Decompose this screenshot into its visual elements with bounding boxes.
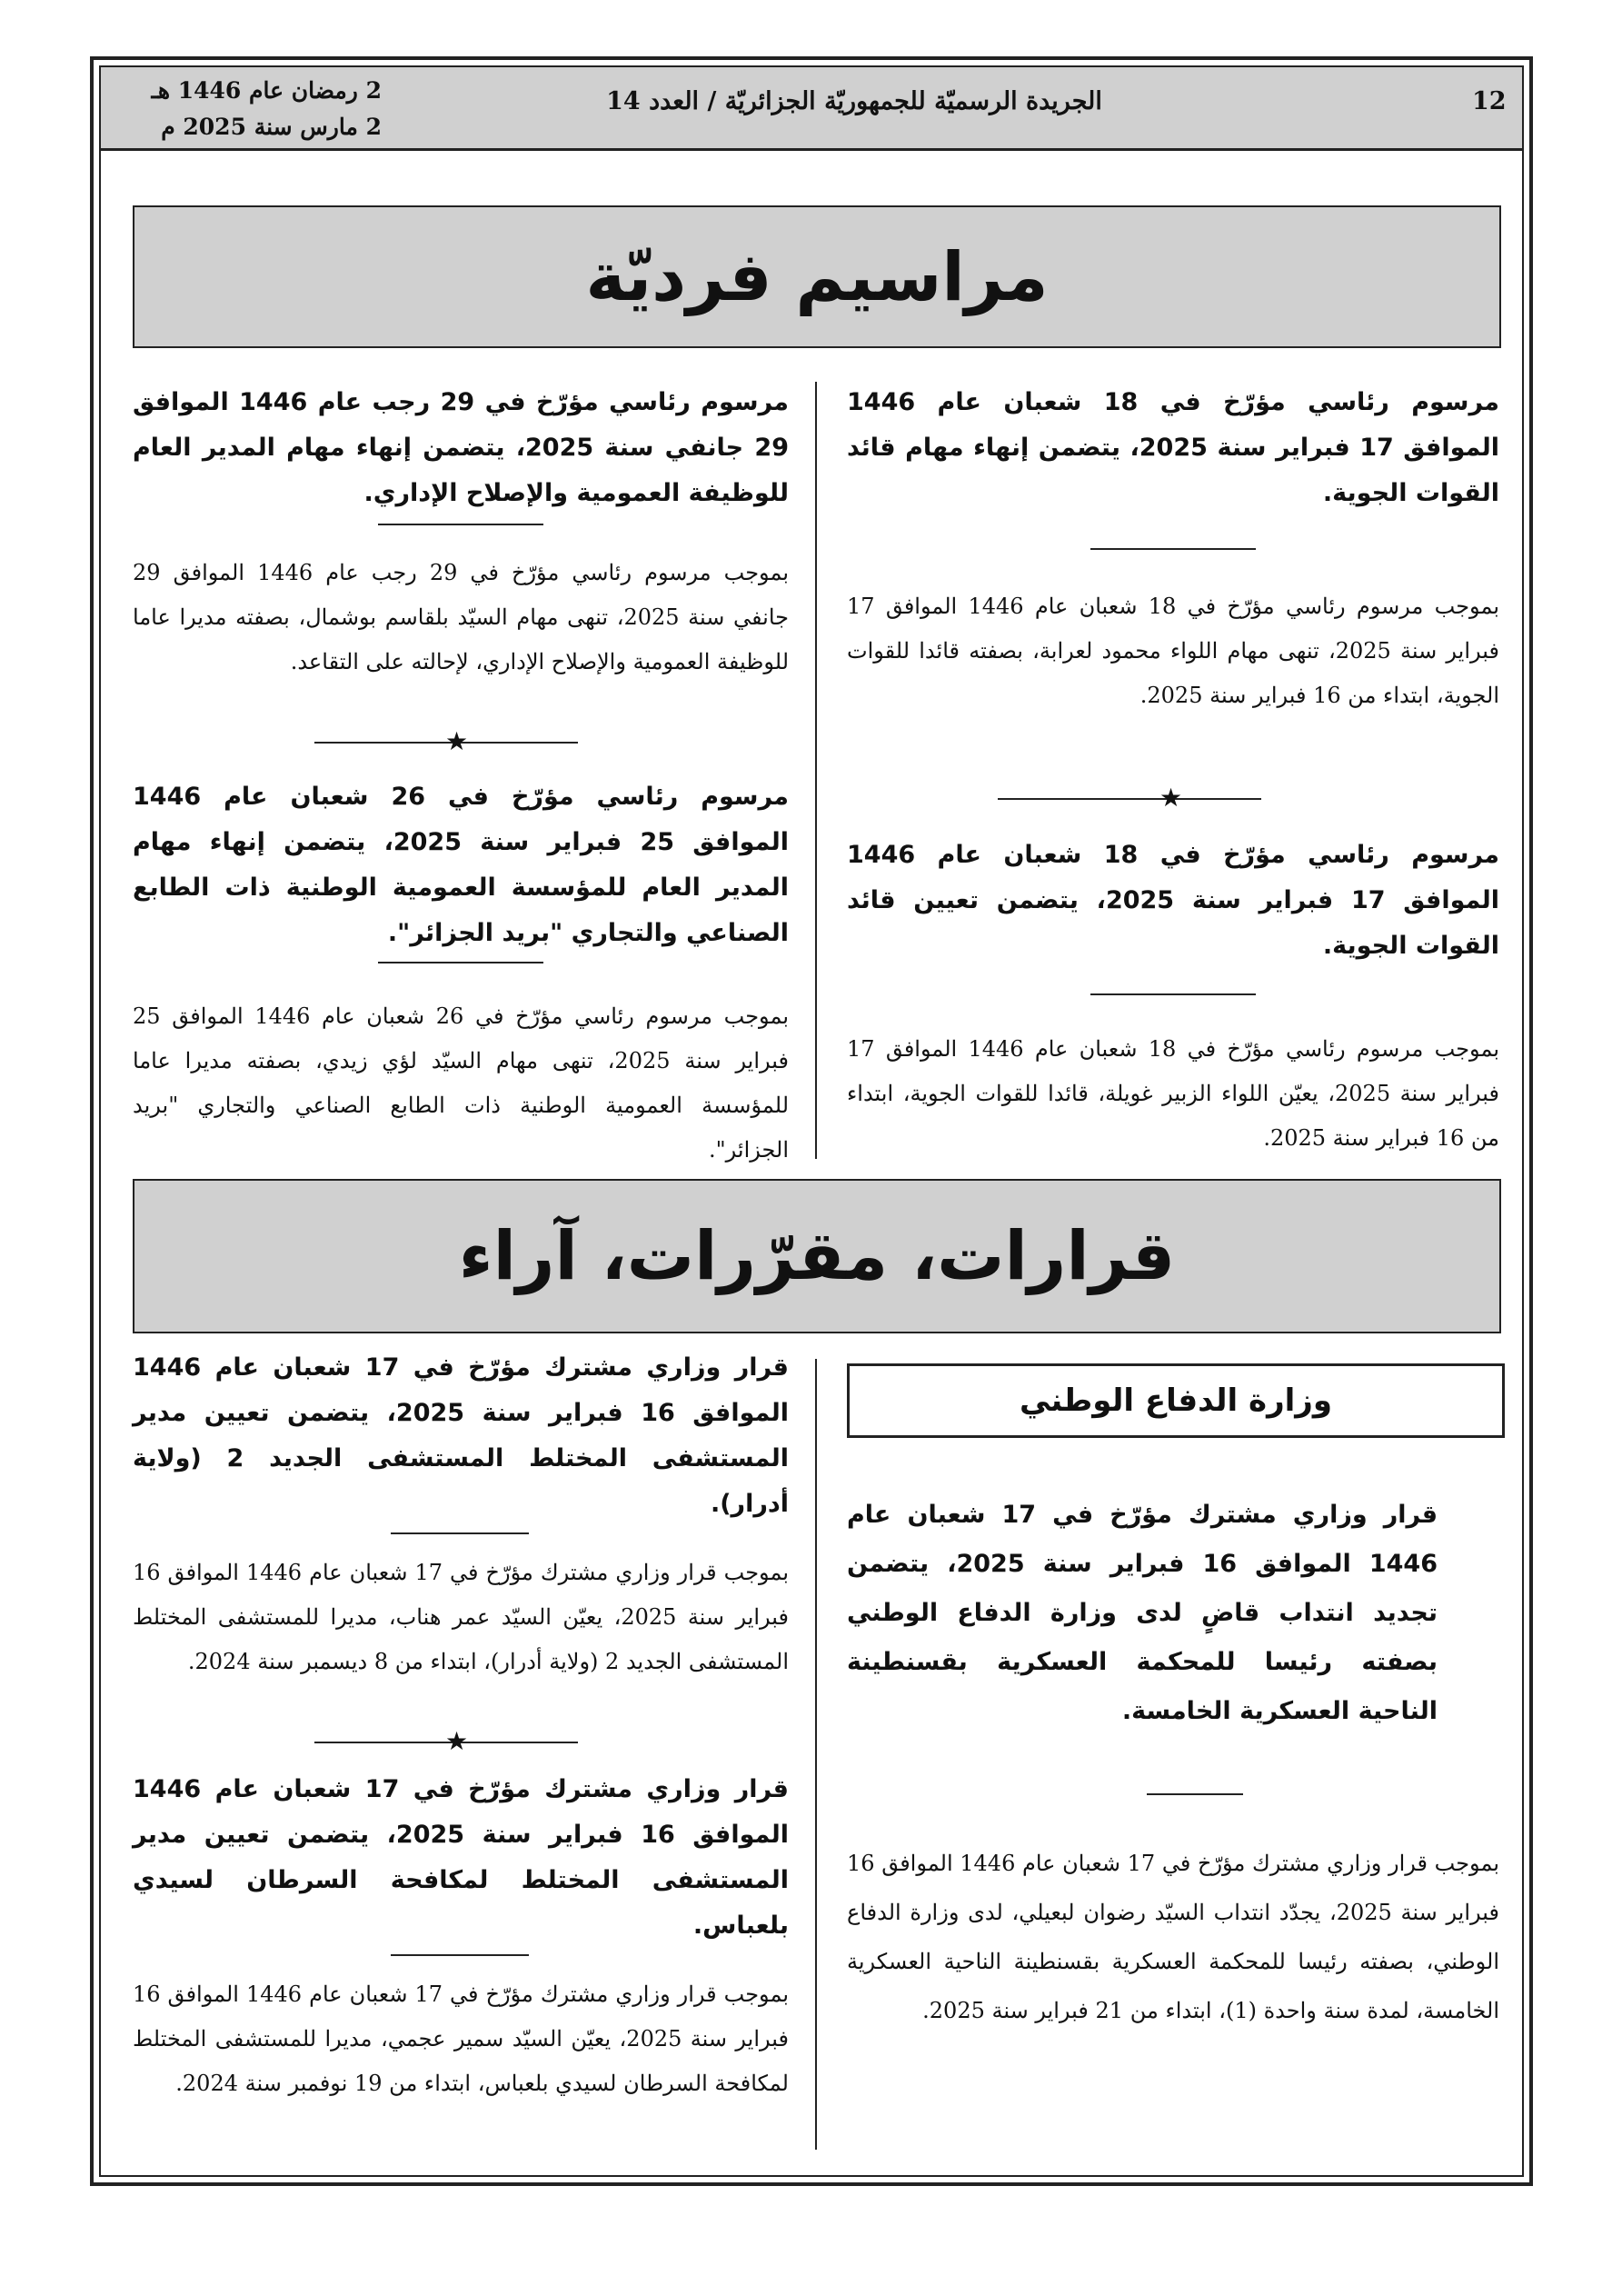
decision-body: بموجب قرار وزاري مشترك مؤرّخ في 17 شعبان عام 1446 الموافق 16 فبراير سنة 2025، يعيّن السيّد سمير عجمي، مديرا للمستشفى المختلط لمكافحة السرطان لسيدي بلعباس، ابتداء من 19 نوفمبر سنة 2024.: [133, 1982, 790, 2096]
issue-date: [127, 73, 382, 145]
decree-body: بموجب مرسوم رئاسي مؤرّخ في 26 شعبان عام 1446 الموافق 25 فبراير سنة 2025، تنهى مهام السيّد لؤي زيدي، بصفته مديرا عاما للمؤسسة العمومية الوطنية ذات الطابع الصناعي والتجاري "بريد الجزائر".: [133, 1003, 789, 1163]
decision-body: بموجب قرار وزاري مشترك مؤرّخ في 17 شعبان عام 1446 الموافق 16 فبراير سنة 2025، يجدّد انتداب السيّد رضوان لبعيلي، لدى وزارة الدفاع الوطني، بصفته رئيسا للمحكمة العسكرية بقسنطينة الناحية العسكرية الخامسة، لمدة سنة واحدة (1)، ابتداء من 21 فبراير سنة 2025.: [847, 1851, 1499, 2023]
column-divider: [815, 1359, 817, 2150]
decision-title: قرار وزاري مشترك مؤرّخ في 17 شعبان عام 1446 الموافق 16 فبراير سنة 2025، يتضمن تعيين مدير المستشفى المختلط المستشفى الجديد 2 (ولاية أدرار).: [133, 1353, 789, 1518]
star-icon: ★: [445, 726, 469, 756]
decision-body: بموجب قرار وزاري مشترك مؤرّخ في 17 شعبان عام 1446 الموافق 16 فبراير سنة 2025، يعيّن السيّد عمر هناب، مديرا للمستشفى المختلط المستشفى الجديد 2 (ولاية أدرار)، ابتداء من 8 ديسمبر سنة 2024.: [133, 1560, 790, 1674]
decree-body: بموجب مرسوم رئاسي مؤرّخ في 29 رجب عام 1446 الموافق 29 جانفي سنة 2025، تنهى مهام السيّد بلقاسم بوشمال، بصفته مديرا عاما للوظيفة العمومية والإصلاح الإداري، لإحالته على التقاعد.: [133, 560, 789, 674]
star-icon: ★: [1159, 783, 1183, 813]
separator-line: [1147, 1793, 1243, 1795]
separator-line: [378, 962, 543, 963]
ministry-heading: وزارة الدفاع الوطني: [847, 1363, 1505, 1438]
gazette-title: الجريدة الرسميّة للجمهوريّة الجزائريّة / العدد 14: [606, 87, 1102, 115]
separator-line: [391, 1532, 529, 1534]
separator-line: [378, 524, 543, 525]
separator-line: [1090, 548, 1256, 550]
decree-title: مرسوم رئاسي مؤرّخ في 29 رجب عام 1446 الموافق 29 جانفي سنة 2025، يتضمن إنهاء مهام المدير العام للوظيفة العمومية والإصلاح الإداري.: [133, 388, 790, 507]
section-title-decrees: مراسيم فرديّة: [585, 237, 1049, 316]
star-icon: ★: [445, 1726, 469, 1756]
date-hijri: 2 رمضان عام 1446 هـ: [151, 77, 382, 104]
decree-title: مرسوم رئاسي مؤرّخ في 26 شعبان عام 1446 الموافق 25 فبراير سنة 2025، يتضمن إنهاء مهام المدير العام للمؤسسة العمومية الوطنية ذات الطابع الصناعي والتجاري "بريد الجزائر".: [133, 783, 789, 947]
decision-title: قرار وزاري مشترك مؤرّخ في 17 شعبان عام 1446 الموافق 16 فبراير سنة 2025، يتضمن تعيين مدير المستشفى المختلط لمكافحة السرطان لسيدي بلعباس.: [133, 1775, 789, 1940]
page-number: 12: [1472, 87, 1507, 115]
decree-title: مرسوم رئاسي مؤرّخ في 18 شعبان عام 1446 الموافق 17 فبراير سنة 2025، يتضمن إنهاء مهام قائد القوات الجوية.: [847, 388, 1499, 507]
decree-body: بموجب مرسوم رئاسي مؤرّخ في 18 شعبان عام 1446 الموافق 17 فبراير سنة 2025، يعيّن اللواء الزبير غويلة، قائدا للقوات الجوية، ابتداء من 16 فبراير سنة 2025.: [847, 1036, 1499, 1151]
decision-title: قرار وزاري مشترك مؤرّخ في 17 شعبان عام 1446 الموافق 16 فبراير سنة 2025، يتضمن تجديد انتداب قاضٍ لدى وزارة الدفاع الوطني بصفته رئيسا للمحكمة العسكرية بقسنطينة الناحية العسكرية الخامسة.: [847, 1501, 1438, 1725]
section-banner-decisions: [133, 1179, 1501, 1333]
date-gregorian: 2 مارس سنة 2025 م: [161, 114, 382, 140]
decree-title: مرسوم رئاسي مؤرّخ في 18 شعبان عام 1446 الموافق 17 فبراير سنة 2025، يتضمن تعيين قائد القوات الجوية.: [847, 841, 1500, 960]
star-separator: [998, 798, 1261, 800]
section-title-decisions: قرارات، مقرّرات، آراء: [458, 1217, 1176, 1295]
column-divider: [815, 382, 817, 1159]
separator-line: [391, 1954, 529, 1956]
section-banner-decrees: [133, 205, 1501, 348]
separator-line: [1090, 993, 1256, 995]
decree-body: بموجب مرسوم رئاسي مؤرّخ في 18 شعبان عام 1446 الموافق 17 فبراير سنة 2025، تنهى مهام اللواء محمود لعرابة، بصفته قائدا للقوات الجوية، ابتداء من 16 فبراير سنة 2025.: [847, 594, 1499, 708]
